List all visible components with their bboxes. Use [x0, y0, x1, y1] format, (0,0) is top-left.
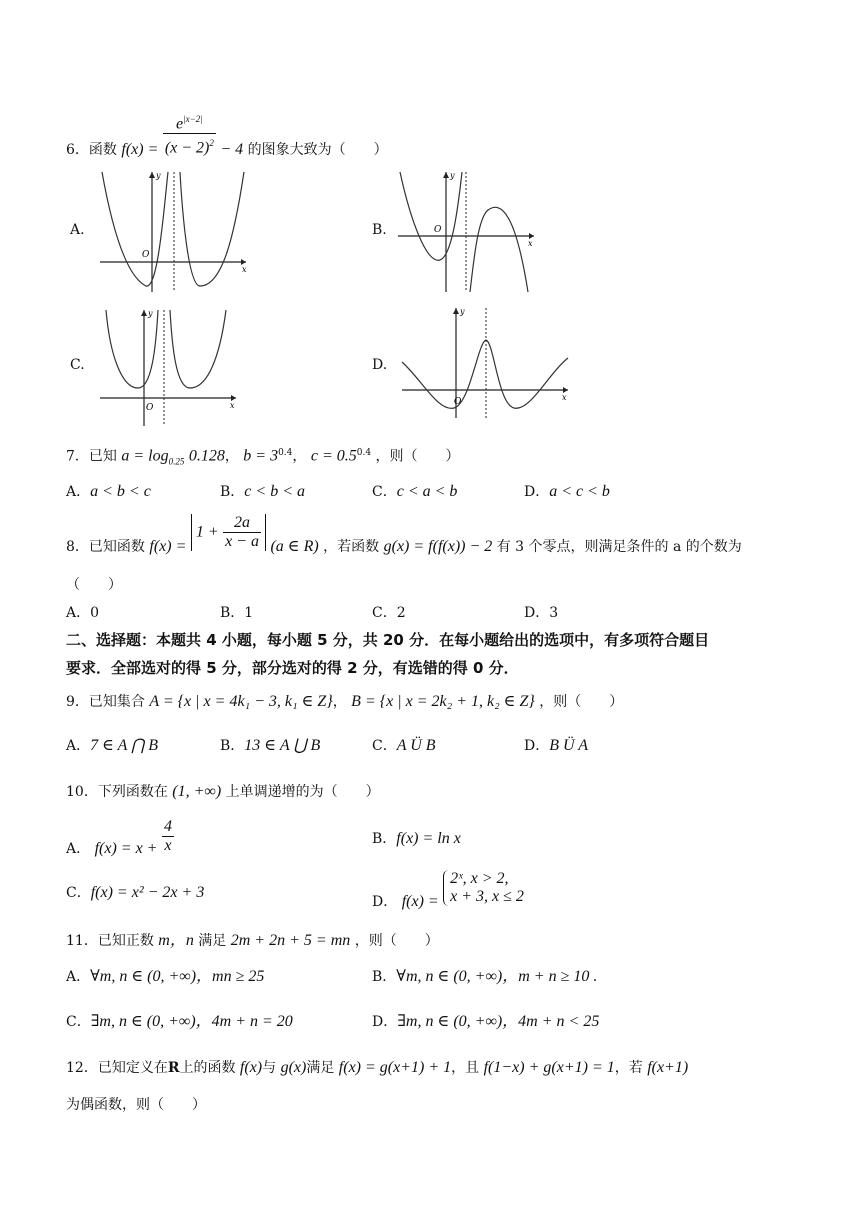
q9-option-d: D．B Ü A — [524, 737, 589, 754]
q9-stem: 9．已知集合 A = {x | x = 4k₁ − 3, k₁ ∈ Z}， B = {x | x = 2k₂ + 1, k₂ ∈ Z} ，则（ ） — [66, 693, 624, 710]
svg-text:x: x — [562, 393, 567, 402]
q10-piecewise: 2ˣ, x > 2, x + 3, x ≤ 2 — [443, 870, 524, 906]
svg-text:x: x — [242, 265, 247, 274]
svg-text:O: O — [146, 403, 154, 413]
q10-option-c: C．f(x) = x² − 2x + 3 — [66, 884, 205, 901]
svg-text:y: y — [156, 171, 161, 180]
svg-text:y: y — [460, 307, 465, 316]
q10-option-d: D． f(x) = 2ˣ, x > 2, x + 3, x ≤ 2 — [372, 870, 524, 910]
svg-text:x: x — [230, 401, 235, 410]
q6-option-c-label: C. — [70, 357, 85, 373]
svg-text:y: y — [148, 309, 153, 318]
q8-abs: 1 + $\frac{2a}{x - a}$ — [191, 514, 266, 551]
q12-stem-line2: 为偶函数，则（ ） — [66, 1097, 206, 1113]
q7-option-b: B．c < b < a — [220, 483, 305, 500]
section-2-heading-line1: 二、选择题：本题共 4 小题，每小题 5 分，共 20 分．在每小题给出的选项中，有多项符合题目 — [66, 631, 710, 649]
q6-graph-c — [96, 306, 242, 430]
svg-text:O: O — [142, 250, 150, 260]
q9-option-a: A．7 ∈ A ⋂ B — [66, 737, 159, 754]
q7-option-a: A．a < b < c — [66, 483, 151, 500]
svg-text:y: y — [450, 171, 455, 180]
q12-stem: 12．已知定义在R上的函数 f(x)与 g(x)满足 f(x) = g(x+1) + 1，且 f(1−x) + g(x+1) = 1，若 f(x+1) — [66, 1059, 689, 1076]
q6-option-a-label: A. — [70, 222, 85, 238]
q11-stem: 11．已知正数 m，n 满足 2m + 2n + 5 = mn ，则（ ） — [66, 932, 439, 949]
q6-option-d-label: D. — [372, 357, 388, 373]
q10-option-a: A． f(x) = x + $\frac{4}{x}$ — [66, 818, 172, 857]
svg-text:O: O — [454, 397, 462, 407]
q11-option-b: B．∀m, n ∈ (0, +∞)，m + n ≥ 10 . — [372, 968, 598, 985]
q8-paren: （ ） — [66, 577, 122, 593]
q10-option-b: B．f(x) = ln x — [372, 830, 461, 847]
q10-stem: 10．下列函数在 (1, +∞) 上单调递增的为（ ） — [66, 783, 380, 800]
svg-text:O: O — [434, 225, 442, 235]
q8-option-a: A．0 — [66, 605, 100, 621]
q6-graph-d — [398, 304, 574, 422]
q8-option-b: B．1 — [220, 605, 254, 621]
q9-option-c: C．A Ü B — [372, 737, 436, 754]
q8-option-d: D．3 — [524, 605, 559, 621]
q8-stem: 8．已知函数 f(x) = 1 + $\frac{2a}{x - a}$ (a ∈ R) ，若函数 g(x) = f(f(x)) − 2 有 3 个零点，则满足条件的 a 的个数为 — [66, 514, 742, 555]
svg-text:x: x — [528, 239, 533, 248]
q6-stem: 6．函数 f(x) = $\frac{e^{|x-2|}}{(x - 2)^2}$ − 4 的图象大致为（ ） — [66, 112, 388, 158]
q6-graph-a — [96, 168, 252, 296]
q11-option-d: D．∃m, n ∈ (0, +∞)，4m + n < 25 — [372, 1013, 600, 1030]
q6-fraction: $\frac{e^{|x-2|}}{(x - 2)^2}$ — [163, 110, 216, 158]
q11-option-c: C．∃m, n ∈ (0, +∞)，4m + n = 20 — [66, 1013, 293, 1030]
q9-option-b: B．13 ∈ A ⋃ B — [220, 737, 321, 754]
q8-option-c: C．2 — [372, 605, 406, 621]
q6-option-b-label: B. — [372, 222, 387, 238]
q7-option-c: C．c < a < b — [372, 483, 458, 500]
section-2-heading-line2: 要求．全部选对的得 5 分，部分选对的得 2 分，有选错的得 0 分． — [66, 659, 519, 677]
q7-option-d: D．a < c < b — [524, 483, 610, 500]
q11-option-a: A．∀m, n ∈ (0, +∞)，mn ≥ 25 — [66, 968, 265, 985]
q6-graph-b — [396, 168, 538, 296]
q7-stem: 7．已知 $a = \log_{0.25} 0.128$， $b = 3^{0.4}$， $c = 0.5^{0.4}$ ，则（ ） — [66, 447, 460, 467]
